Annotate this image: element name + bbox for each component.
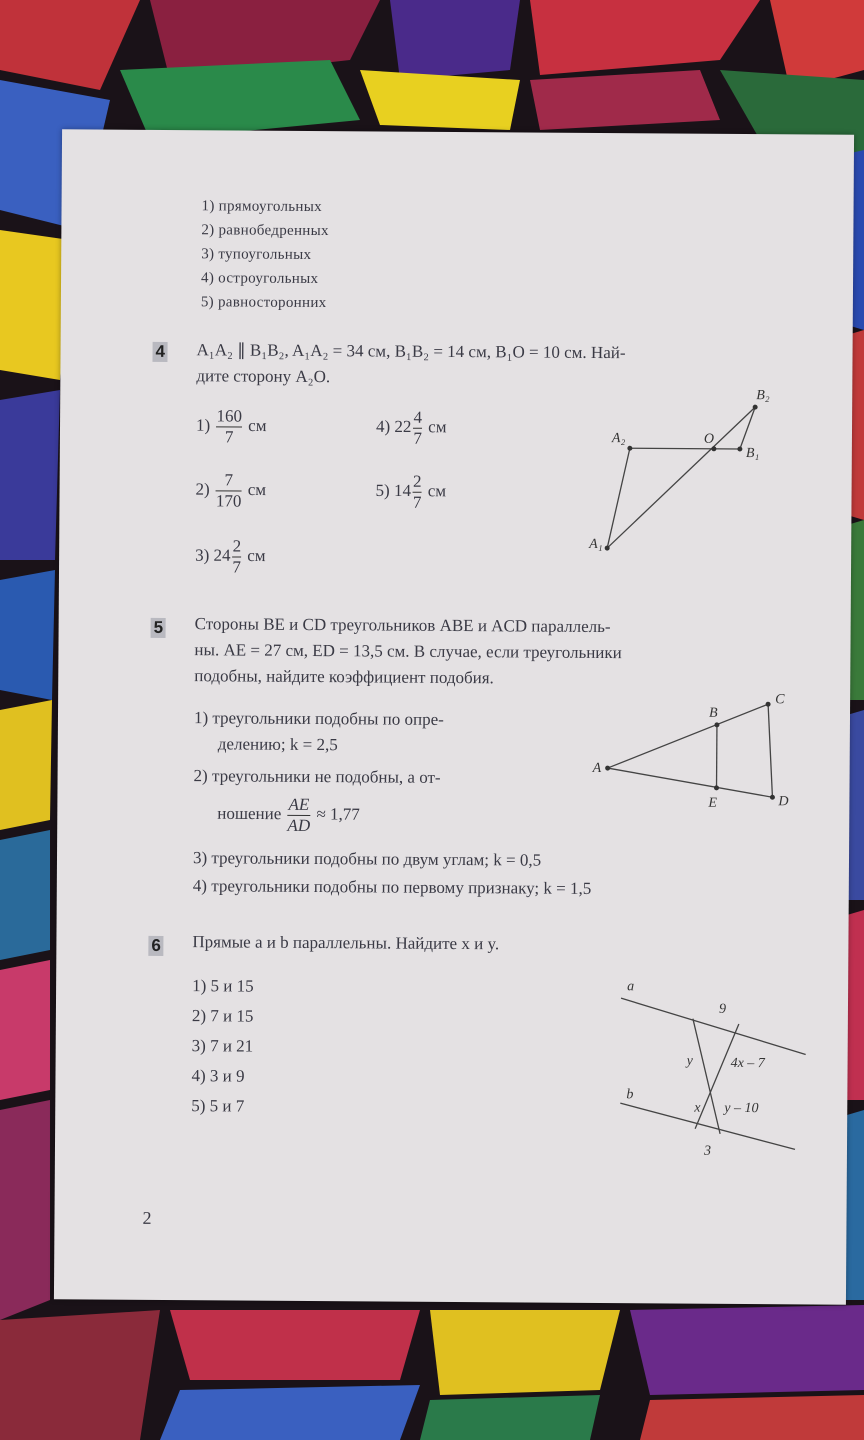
answer-option: 2) $\frac{7}{170}$ см — [195, 470, 267, 511]
label-a1: A₁ — [589, 536, 603, 553]
answer-option: 4) 3 и 9 — [191, 1066, 245, 1086]
label-a2: A₂ — [611, 431, 626, 447]
list-item: 4) остроугольных — [201, 270, 319, 288]
label-e: E — [708, 795, 718, 811]
parallel-lines-figure-q6 — [610, 978, 821, 1169]
label-4x-7: 4x – 7 — [730, 1055, 765, 1072]
label-b2: B₂ — [756, 388, 770, 404]
question-number: 6 — [148, 936, 164, 956]
label-3: 3 — [703, 1143, 712, 1159]
label-c: C — [775, 692, 785, 708]
label-b: B — [708, 705, 718, 721]
answer-option: делению; k = 2,5 — [217, 734, 338, 755]
list-item: 1) прямоугольных — [201, 198, 323, 216]
triangle-figure-q5 — [592, 688, 803, 819]
answer-option: 2) 7 и 15 — [191, 1006, 254, 1026]
answer-option: 1) треугольники подобны по опре- — [193, 708, 444, 729]
answer-option: 3) треугольники подобны по двум углам; k = 0,5 — [192, 848, 542, 870]
answer-option: ношение $\frac{AE}{AD}$ ≈ 1,77 — [217, 794, 360, 835]
answer-option: 3) 24 $\frac{2}{7}$ см — [195, 536, 266, 577]
question-text: подобны, найдите коэффициент подобия. — [194, 666, 494, 688]
answer-option: 4) треугольники подобны по первому признаку; k = 1,5 — [192, 876, 592, 898]
label-a: A — [592, 760, 602, 777]
list-item: 2) равнобедренных — [201, 222, 329, 240]
question-text: дите сторону A₂O. — [196, 366, 331, 387]
label-b: b — [626, 1087, 634, 1103]
question-text: Стороны BE и CD треугольников ABE и ACD параллель- — [194, 614, 611, 637]
answer-option: 5) 14 $\frac{2}{7}$ см — [375, 471, 447, 512]
question-text: Прямые a и b параллельны. Найдите x и y. — [192, 932, 500, 954]
label-x: x — [694, 1100, 701, 1116]
label-y-10: y – 10 — [724, 1100, 759, 1117]
question-text: A₁A₂ ∥ B₁B₂, A₁A₂ = 34 см, B₁B₂ = 14 см, B₁O = 10 см. Най- — [196, 340, 626, 363]
list-item: 5) равносторонних — [200, 294, 327, 312]
answer-option: 1) $\frac{160}{7}$ см — [195, 406, 267, 447]
label-o: O — [703, 431, 715, 447]
list-item: 3) тупоугольных — [201, 246, 312, 263]
label-d: D — [778, 794, 789, 810]
answer-option: 1) 5 и 15 — [192, 976, 254, 996]
triangle-figure-q4 — [589, 378, 790, 559]
label-y: y — [686, 1053, 693, 1069]
answer-option: 4) 22 $\frac{4}{7}$ см — [375, 407, 447, 448]
answer-option: 5) 5 и 7 — [191, 1096, 245, 1116]
label-9: 9 — [718, 1001, 727, 1017]
worksheet-page — [54, 129, 854, 1305]
label-b1: B₁ — [745, 446, 760, 462]
question-number: 5 — [151, 618, 167, 638]
answer-option: 3) 7 и 21 — [191, 1036, 254, 1056]
page-number: 2 — [142, 1207, 152, 1228]
question-number: 4 — [152, 342, 168, 362]
label-a: a — [627, 979, 635, 995]
answer-option: 2) треугольники не подобны, а от- — [193, 766, 441, 787]
question-text: ны. AE = 27 см, ED = 13,5 см. В случае, если треугольники — [194, 640, 622, 663]
